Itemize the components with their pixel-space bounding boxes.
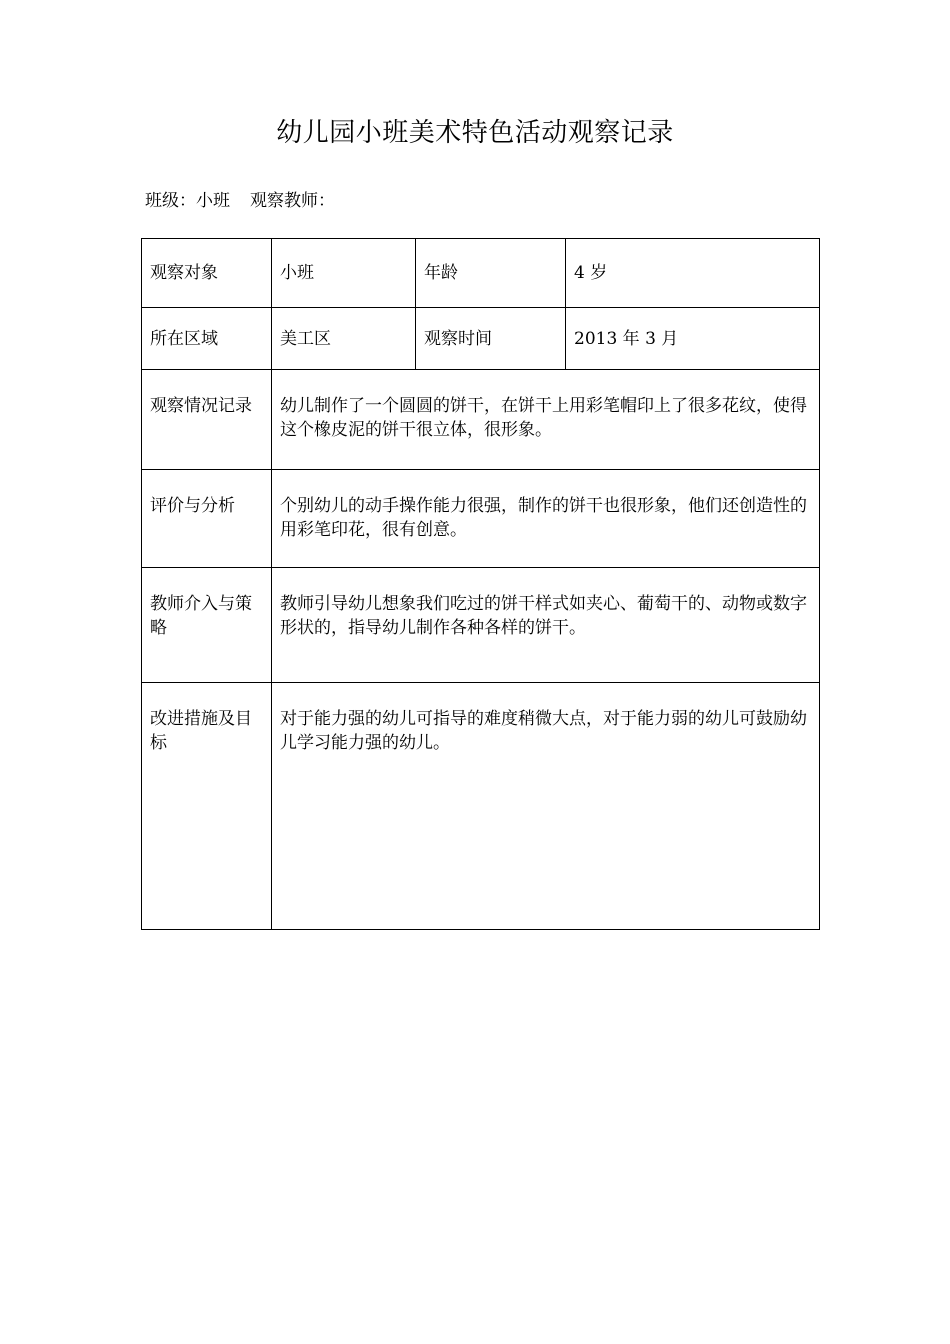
table-row-strategy — [142, 568, 820, 683]
analysis-text-cell: 个别幼儿的动手操作能力很强，制作的饼干也很形象，他们还创造性的用彩笔印花，很有创意。 — [272, 470, 820, 568]
subject-label-cell: 观察对象 — [142, 239, 272, 308]
record-text-cell: 幼儿制作了一个圆圆的饼干，在饼干上用彩笔帽印上了很多花纹，使得这个橡皮泥的饼干很立体，很形象。 — [272, 370, 820, 470]
area-value-cell: 美工区 — [272, 308, 416, 370]
strategy-label-cell: 教师介入与策略 — [142, 568, 272, 683]
improvement-label-cell: 改进措施及目标 — [142, 683, 272, 930]
time-value-cell: 2013 年 3 月 — [566, 308, 820, 370]
strategy-text-cell: 教师引导幼儿想象我们吃过的饼干样式如夹心、葡萄干的、动物或数字形状的，指导幼儿制作各种各样的饼干。 — [272, 568, 820, 683]
document-title: 幼儿园小班美术特色活动观察记录 — [276, 118, 674, 148]
table-row-area — [142, 308, 820, 370]
subject-value-cell: 小班 — [272, 239, 416, 308]
analysis-label-cell: 评价与分析 — [142, 470, 272, 568]
teacher-label: 观察教师： — [250, 191, 335, 211]
observation-table — [141, 238, 820, 930]
class-label: 班级：小班 — [145, 191, 230, 211]
improvement-text-cell: 对于能力强的幼儿可指导的难度稍微大点，对于能力弱的幼儿可鼓励幼儿学习能力强的幼儿。 — [272, 683, 820, 930]
table-row-subject — [142, 239, 820, 308]
record-label-cell: 观察情况记录 — [142, 370, 272, 470]
age-label-cell: 年龄 — [416, 239, 566, 308]
table-row-analysis — [142, 470, 820, 568]
table-row-improvement — [142, 683, 820, 930]
age-value-cell: 4 岁 — [566, 239, 820, 308]
time-label-cell: 观察时间 — [416, 308, 566, 370]
table-row-record — [142, 370, 820, 470]
document-meta — [145, 190, 335, 212]
area-label-cell: 所在区域 — [142, 308, 272, 370]
